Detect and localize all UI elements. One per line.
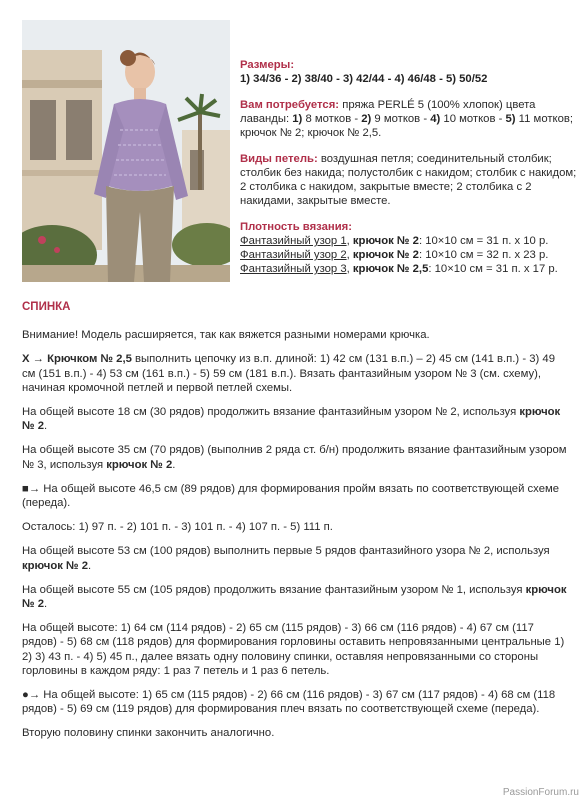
sizes-label: Размеры: xyxy=(240,59,295,71)
gauge-hook: крючок № 2,5 xyxy=(352,263,429,275)
paragraph-55cm xyxy=(22,583,570,611)
paragraph-text: На общей высоте: 1) 65 см (115 рядов) - 2) 66 см (116 рядов) - 3) 67 см (117 рядов) - 4) 68 см (118 рядов) - 5) 69 см (119 рядов) для формирования плеч вязать по соответствующей схеме (переда). xyxy=(22,689,556,716)
paragraph-armhole xyxy=(22,482,570,510)
amount-marker: 4) xyxy=(430,113,441,125)
gauge-value: : 10×10 см = 32 п. х 23 р. xyxy=(418,249,549,261)
sizes-block xyxy=(240,58,580,86)
paragraph-end: . xyxy=(44,598,48,611)
stitches-label: Виды петель: xyxy=(240,153,318,165)
paragraph-text: На общей высоте 18 см (30 рядов) продолжить вязание фантазийным узором № 2, используя xyxy=(22,406,520,419)
gauge-hook: крючок № 2 xyxy=(352,235,419,247)
gauge-row: Фантазийный узор 2, крючок № 2: 10×10 см = 32 п. х 23 р. xyxy=(240,249,549,261)
hook-label: крючок № 2 xyxy=(22,583,567,611)
paragraph-53cm xyxy=(22,544,570,572)
gauge-block xyxy=(240,220,580,276)
specs-panel xyxy=(240,58,580,288)
circle-marker: ●→ xyxy=(22,689,41,702)
amount-text: 11 мотков; крючок № 2; крючок № 2,5. xyxy=(240,113,574,139)
gauge-pattern: Фантазийный узор 1 xyxy=(240,235,347,247)
paragraph-18cm xyxy=(22,405,570,433)
x-marker: X → xyxy=(22,353,44,366)
materials-label: Вам потребуется: xyxy=(240,99,340,111)
paragraph-warning: Внимание! Модель расширяется, так как вяжется разными номерами крючка. xyxy=(22,329,430,342)
hook-label: крючок № 2 xyxy=(22,559,89,572)
materials-text: пряжа PERLÉ 5 (100% хлопок) цвета лаванды: xyxy=(240,99,536,125)
stitches-block xyxy=(240,152,580,208)
watermark: PassionForum.ru xyxy=(502,787,579,798)
gauge-hook: крючок № 2 xyxy=(352,249,419,261)
square-marker: ■→ xyxy=(22,482,41,495)
paragraph-end: . xyxy=(44,420,48,433)
model-photo xyxy=(22,20,230,282)
gauge-row: Фантазийный узор 1, крючок № 2: 10×10 см = 31 п. х 10 р. xyxy=(240,235,549,247)
paragraph-start xyxy=(22,352,570,395)
gauge-value: : 10×10 см = 31 п. х 10 р. xyxy=(418,235,549,247)
amount-marker: 2) xyxy=(361,113,372,125)
paragraph-text: На общей высоте 53 см (100 рядов) выполнить первые 5 рядов фантазийного узора № 2, используя xyxy=(22,545,550,558)
amount-text: 9 мотков - xyxy=(371,113,431,125)
paragraph-text: На общей высоте 35 см (70 рядов) (выполнив 2 ряда ст. б/н) продолжить вязание фантазийным узором № 3, используя xyxy=(22,444,567,471)
amount-text: 10 мотков - xyxy=(440,113,506,125)
amount-marker: 5) xyxy=(505,113,516,125)
photo-illustration xyxy=(22,20,230,282)
paragraph-text: На общей высоте 55 см (105 рядов) продолжить вязание фантазийным узором № 1, используя xyxy=(22,583,526,596)
instructions xyxy=(22,300,570,741)
paragraph-text: На общей высоте 46,5 см (89 рядов) для формирования пройм вязать по соответствующей схеме (переда). xyxy=(22,482,560,510)
paragraph-end: . xyxy=(172,458,176,471)
paragraph-shoulders xyxy=(22,688,570,716)
amount-marker: 1) xyxy=(292,113,303,125)
gauge-label: Плотность вязания: xyxy=(240,221,353,233)
sizes-value: 1) 34/36 - 2) 38/40 - 3) 42/44 - 4) 46/48 - 5) 50/52 xyxy=(240,73,488,85)
materials-block xyxy=(240,98,580,140)
paragraph-neckline: На общей высоте: 1) 64 см (114 рядов) - 2) 65 см (115 рядов) - 3) 66 см (116 рядов) - 4) 67 см (117 рядов) - 5) 68 см (118 рядов) для формирования горловины оставить непровязанными центральные 1) 2) 3) 43 п. - 4) 5) 45 п., далее вязать одну половину спинки, оставляя непровязанными со стороны горловины в каждом ряду: 1 раз 7 петель и 1 раз 6 петель. xyxy=(22,622,565,677)
section-title: СПИНКА xyxy=(22,301,71,313)
paragraph-end: . xyxy=(88,559,92,572)
amount-text: 8 мотков - xyxy=(302,113,362,125)
gauge-pattern: Фантазийный узор 3 xyxy=(240,263,347,275)
stitches-text: воздушная петля; соединительный столбик; столбик без накида; полустолбик с накидом; столбик с накидом; 2 столбика с накидом, закрытые вместе; 2 столбика с 2 накидами, закрытые вместе. xyxy=(240,153,577,207)
gauge-row: Фантазийный узор 3, крючок № 2,5: 10×10 см = 31 п. х 17 р. xyxy=(240,263,558,275)
paragraph-text: выполнить цепочку из в.п. длиной: 1) 42 см (131 в.п.) – 2) 45 см (141 в.п.) - 3) 49 см (151 в.п.) - 4) 53 см (161 в.п.) - 5) 59 см (181 в.п.). Вязать фантазийным узором № 3 (см. схему), начиная кромочной петлей и первой петлей схемы. xyxy=(22,353,555,394)
gauge-value: : 10×10 см = 31 п. х 17 р. xyxy=(428,263,558,275)
paragraph-finish: Вторую половину спинки закончить аналогично. xyxy=(22,727,275,740)
hook-label: Крючком № 2,5 xyxy=(47,353,132,366)
paragraph-35cm xyxy=(22,443,570,471)
hook-label: крючок № 2 xyxy=(106,458,173,471)
gauge-pattern: Фантазийный узор 2 xyxy=(240,249,347,261)
hook-label: крючок № 2 xyxy=(22,406,561,433)
paragraph-remaining: Осталось: 1) 97 п. - 2) 101 п. - 3) 101 п. - 4) 107 п. - 5) 111 п. xyxy=(22,521,333,534)
